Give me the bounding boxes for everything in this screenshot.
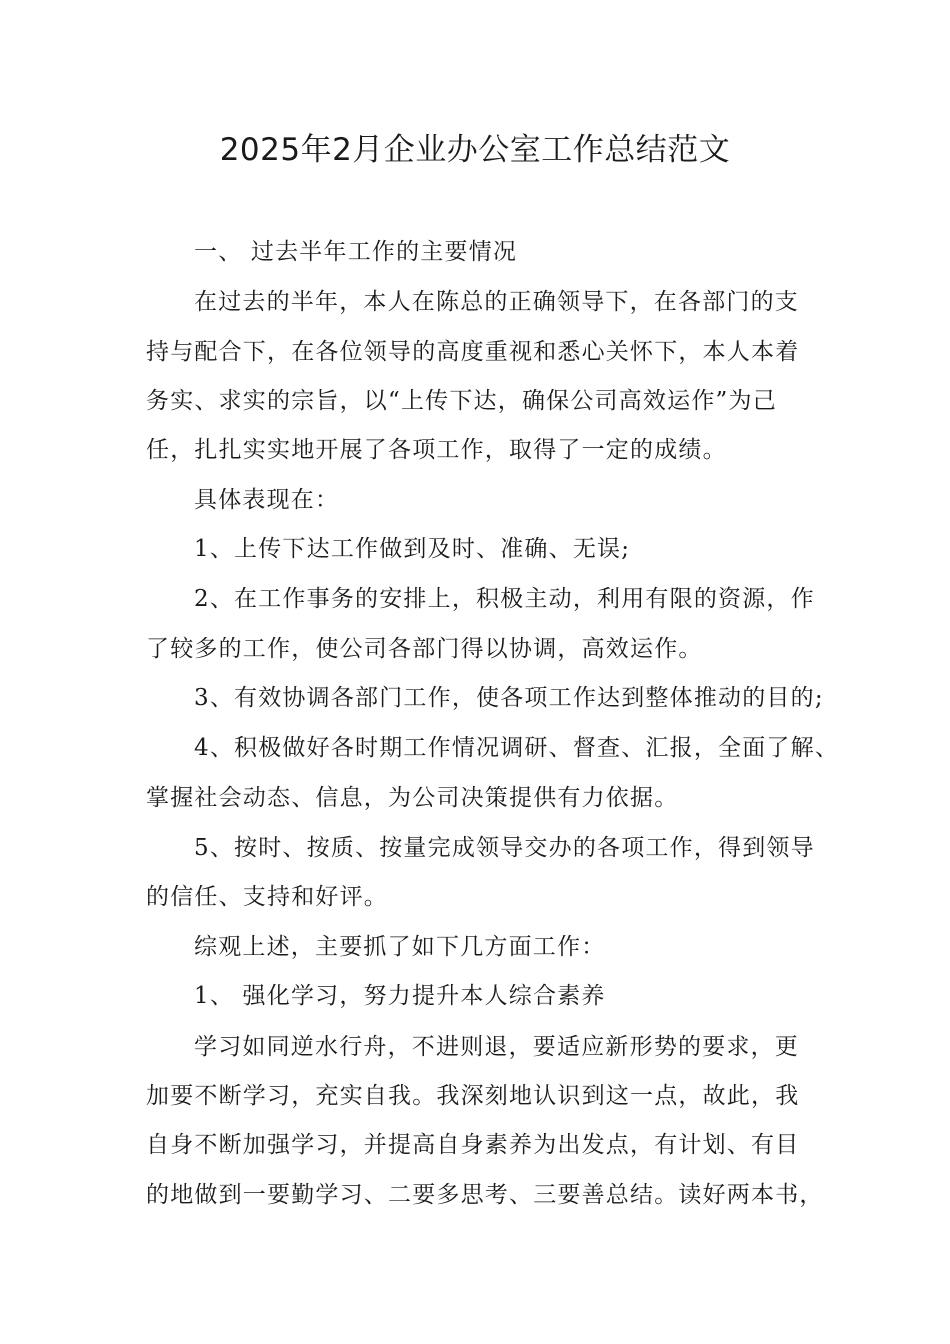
paragraph-line: 具体表现在： xyxy=(194,487,340,513)
paragraph-line: 在过去的半年，本人在陈总的正确领导下，在各部门的支 xyxy=(194,289,799,315)
paragraph-line: 综观上述，主要抓了如下几方面工作： xyxy=(194,934,606,960)
paragraph-line: 加要不断学习，充实自我。我深刻地认识到这一点，故此，我 xyxy=(146,1083,800,1109)
list-item: 5、按时、按质、按量完成领导交办的各项工作，得到领导 xyxy=(194,835,815,861)
paragraph-line: 务实、求实的宗旨，以“上传下达，确保公司高效运作”为己 xyxy=(146,388,777,414)
document-title: 2025年2月企业办公室工作总结范文 xyxy=(219,132,731,168)
section-heading: 一、 过去半年工作的主要情况 xyxy=(194,239,518,265)
list-item: 2、在工作事务的安排上，积极主动，利用有限的资源，作 xyxy=(194,586,815,612)
list-item: 3、有效协调各部门工作，使各项工作达到整体推动的目的; xyxy=(194,685,824,711)
paragraph-line: 了较多的工作，使公司各部门得以协调，高效运作。 xyxy=(146,636,703,662)
paragraph-line: 学习如同逆水行舟，不进则退，要适应新形势的要求，更 xyxy=(194,1034,799,1060)
paragraph-line: 的地做到一要勤学习、二要多思考、三要善总结。读好两本书， xyxy=(146,1182,824,1208)
subsection-heading: 1、 强化学习，努力提升本人综合素养 xyxy=(194,983,606,1009)
paragraph-line: 任，扎扎实实地开展了各项工作，取得了一定的成绩。 xyxy=(146,437,727,463)
paragraph-line: 持与配合下，在各位领导的高度重视和悉心关怀下，本人本着 xyxy=(146,339,800,365)
list-item: 4、积极做好各时期工作情况调研、督查、汇报，全面了解、 xyxy=(194,735,840,761)
paragraph-line: 自身不断加强学习，并提高自身素养为出发点，有计划、有目 xyxy=(146,1132,800,1158)
list-item: 1、上传下达工作做到及时、准确、无误; xyxy=(194,536,631,562)
paragraph-line: 掌握社会动态、信息，为公司决策提供有力依据。 xyxy=(146,785,679,811)
paragraph-line: 的信任、支持和好评。 xyxy=(146,884,388,910)
